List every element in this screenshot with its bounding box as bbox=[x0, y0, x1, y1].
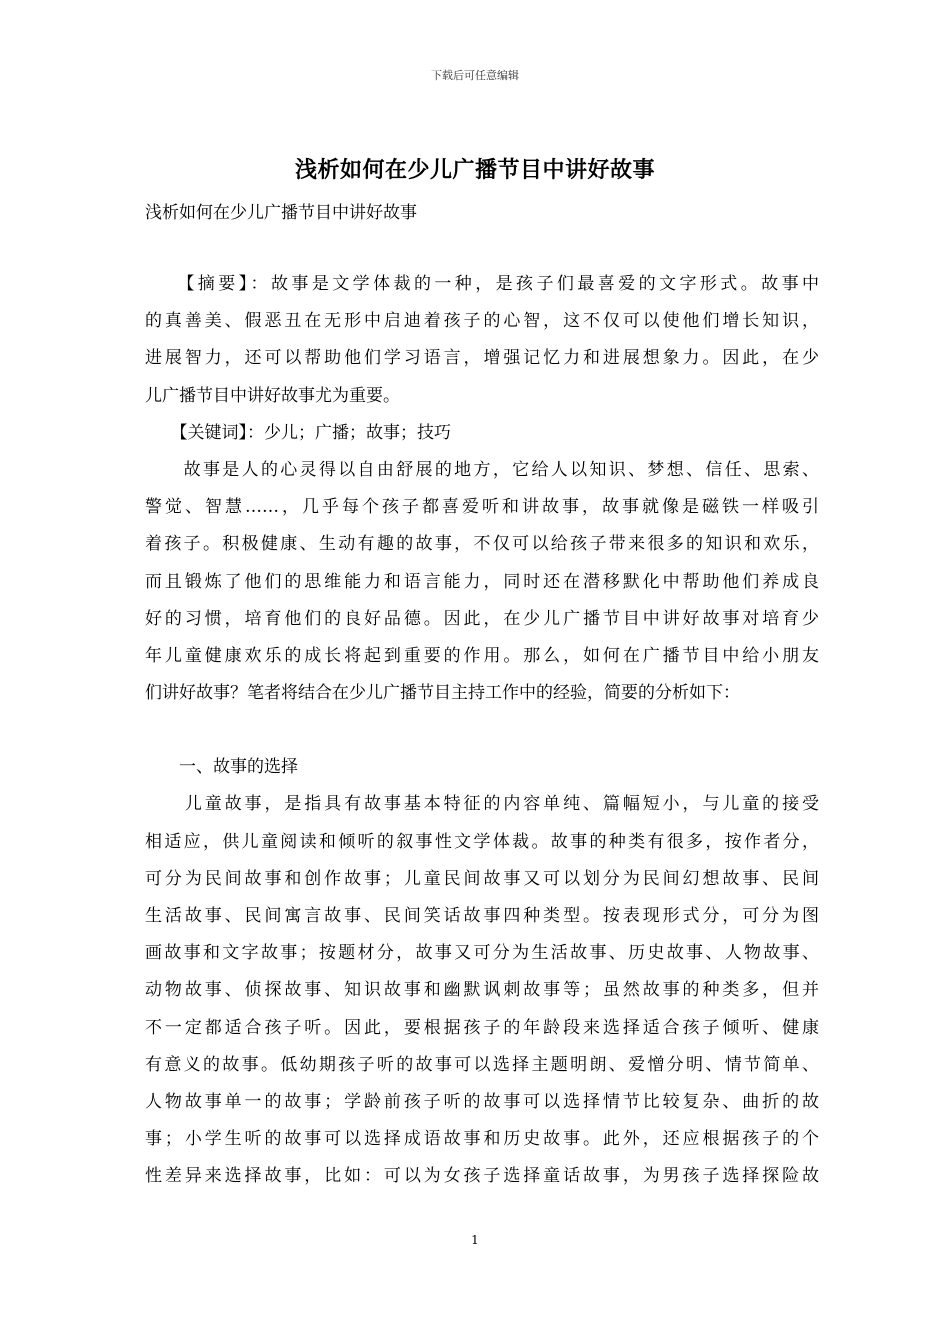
section-line: 有意义的故事。低幼期孩子听的故事可以选择主题明朗、爱憎分明、情节简单、 bbox=[145, 1054, 819, 1075]
section-line: 生活故事、民间寓言故事、民间笑话故事四种类型。按表现形式分，可分为图 bbox=[145, 906, 819, 926]
document-title: 浅析如何在少儿广播节目中讲好故事 bbox=[294, 157, 655, 183]
section-line: 动物故事、侦探故事、知识故事和幽默讽刺故事等；虽然故事的种类多，但并 bbox=[145, 980, 819, 1001]
intro-line: 年儿童健康欢乐的成长将起到重要的作用。那么，如何在广播节目中给小朋友 bbox=[145, 645, 819, 666]
abstract-line: 儿广播节目中讲好故事尤为重要。 bbox=[145, 385, 400, 406]
intro-line: 着孩子。积极健康、生动有趣的故事，不仅可以给孩子带来很多的知识和欢乐， bbox=[145, 534, 819, 555]
abstract-line: 【摘要】：故事是文学体裁的一种，是孩子们最喜爱的文字形式。故事中 bbox=[145, 274, 819, 294]
section-paragraph bbox=[145, 786, 819, 1195]
page-header: 下载后可任意编辑 bbox=[431, 69, 519, 82]
document-body bbox=[145, 266, 819, 1196]
abstract-line: 的真善美、假恶丑在无形中启迪着孩子的心智，这不仅可以使他们增长知识， bbox=[145, 311, 819, 332]
section-line: 相适应，供儿童阅读和倾听的叙事性文学体裁。故事的种类有很多，按作者分， bbox=[145, 831, 819, 852]
section-line: 不一定都适合孩子听。因此，要根据孩子的年龄段来选择适合孩子倾听、健康 bbox=[145, 1017, 819, 1038]
section-line: 画故事和文字故事；按题材分，故事又可分为生活故事、历史故事、人物故事、 bbox=[145, 943, 819, 964]
intro-line: 好的习惯，培育他们的良好品德。因此，在少儿广播节目中讲好故事对培育少 bbox=[145, 608, 819, 629]
section-heading: 一、故事的选择 bbox=[145, 757, 298, 778]
keywords-line: 【关键词】：少儿；广播；故事；技巧 bbox=[145, 422, 451, 443]
section-line: 事；小学生听的故事可以选择成语故事和历史故事。此外，还应根据孩子的个 bbox=[145, 1129, 819, 1150]
document-subtitle: 浅析如何在少儿广播节目中讲好故事 bbox=[145, 203, 417, 223]
intro-line: 们讲好故事？笔者将结合在少儿广播节目主持工作中的经验，简要的分析如下： bbox=[145, 683, 740, 704]
section-line: 可分为民间故事和创作故事；儿童民间故事又可以划分为民间幻想故事、民间 bbox=[145, 868, 819, 889]
section-line: 性差异来选择故事，比如：可以为女孩子选择童话故事，为男孩子选择探险故 bbox=[145, 1166, 819, 1187]
intro-line: 警觉、智慧……，几乎每个孩子都喜爱听和讲故事，故事就像是磁铁一样吸引 bbox=[145, 497, 819, 518]
section-line: 人物故事单一的故事；学龄前孩子听的故事可以选择情节比较复杂、曲折的故 bbox=[145, 1091, 819, 1112]
abstract-paragraph bbox=[145, 266, 819, 415]
section-line: 儿童故事，是指具有故事基本特征的内容单纯、篇幅短小，与儿童的接受 bbox=[145, 794, 819, 815]
paragraph-gap bbox=[145, 712, 819, 749]
page-number: 1 bbox=[471, 1233, 479, 1247]
intro-line: 故事是人的心灵得以自由舒展的地方，它给人以知识、梦想、信任、思索、 bbox=[145, 459, 819, 480]
intro-paragraph bbox=[145, 452, 819, 712]
abstract-line: 进展智力，还可以帮助他们学习语言，增强记忆力和进展想象力。因此，在少 bbox=[145, 348, 819, 369]
intro-line: 而且锻炼了他们的思维能力和语言能力，同时还在潜移默化中帮助他们养成良 bbox=[145, 571, 819, 592]
